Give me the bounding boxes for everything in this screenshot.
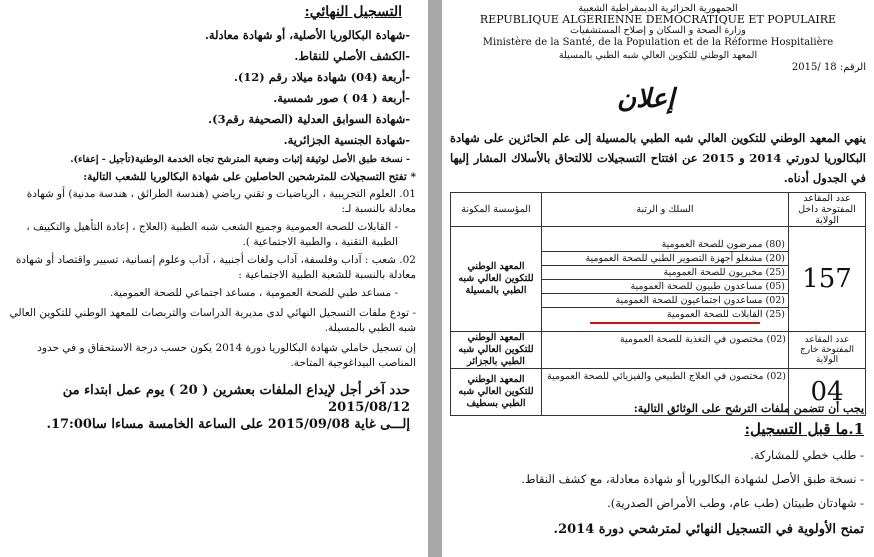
header-rank: السلك و الرتبة [542,193,789,227]
doc-nationality: -شهادة الجنسية الجزائرية. [283,133,410,147]
page-gutter [428,0,442,557]
institution-setif: المعهد الوطني للتكوين العالي شبه الطبي بسطيف [451,369,542,416]
branch-01-sub: - القابلات للصحة العمومية وجميع الشعب شبه الطبية (العلاج ، إعادة التأهيل والتكييف ، الطبية التقنية ، والطبية الاجتماعية ). [26,221,398,248]
open-line: * تفتح التسجيلات للمترشحين الحاصلين على شهادة البكالوريا للشعب التالية: [83,171,416,183]
table-header-row [451,193,866,227]
ranks-msila [542,227,789,332]
merit-paragraph: إن تسجيل حاملي شهادة البكالوريا دورة 2014 يكون حسب درجة الاستحقاق و في حدود المناصب البيداغوجية المتاحة. [37,342,416,369]
branch-02-sub: - مساعد طبي للصحة العمومية ، مساعد اجتماعي للصحة العمومية. [110,287,398,299]
deadline-line-2: إلـــى غاية 2015/09/08 على الساعة الخامسة مساءا سا17:00. [46,417,410,432]
header-institute-ar: المعهد الوطني للتكوين العالي شبه الطبي بالمسيلة [558,50,758,61]
final-docs-list [10,28,410,174]
seats-count-out: 04 [789,369,866,416]
red-underline-mark [590,322,760,324]
deadline [14,382,410,433]
positions-table [450,192,866,416]
doc-military-status: - نسخة طبق الأصل لوثيقة إثبات وضعية المترشح تجاه الخدمة الوطنية(تأجيل - إعفاء). [70,154,410,165]
header-ministry-ar: وزارة الصحة و السكان و إصلاح المستشفيات [570,25,746,36]
table-row [451,332,866,369]
header-republic-fr: REPUBLIQUE ALGERIENNE DEMOCRATIQUE ET POPULAIRE [479,13,837,26]
pre-registration-title: 1.ما قبل التسجيل: [744,420,864,438]
left-page [0,0,428,557]
branch-01: 01. العلوم التجريبية ، الرياضيات و تقني رياضي (هندسة الطرائق ، هندسة مدنية) أو شهادة معادلة بالنسبة لـ: [26,188,416,215]
header-republic-ar: الجمهورية الجزائرية الديمقراطية الشعبية [578,3,738,14]
deadline-line-1: حدد آخر أجل لإيداع الملفات بعشرين ( 20 ) يوم عمل ابتداء من 2015/08/12 [62,383,410,415]
rank-line: (25) القابلات للصحة العمومية [666,308,785,320]
rank-line: (80) ممرضون للصحة العمومية [542,238,788,252]
doc-bac: -شهادة البكالوريا الأصلية، أو شهادة معادلة. [204,28,410,42]
institution-algiers: المعهد الوطني للتكوين العالي شبه الطبي بالجزائر [451,332,542,369]
pre-item-request: - طلب خطي للمشاركة. [750,448,864,462]
rank-line: (05) مساعدون طبيون للصحة العمومية [542,280,788,294]
header-ministry-fr: Ministère de la Santé, de la Population et de la Réforme Hospitalière [482,37,834,48]
documents-title: يجب أن تتضمن ملفات الترشح على الوثائق التالية: [633,402,864,415]
pre-item-bac-copy: - نسخة طبق الأصل لشهادة البكالوريا أو شهادة معادلة، مع كشف النقاط. [521,472,864,486]
final-registration-title: التسجيل النهائي: [304,4,402,20]
header-institution: المؤسسة المكونة [451,193,542,227]
table-row [451,227,866,332]
rank-line: (20) مشغلو أجهزة التصوير الطبي للصحة العمومية [542,252,788,266]
announcement-title: إعلان [617,84,675,114]
branch-02: 02. شعب : آداب وفلسفة، آداب ولغات أجنبية ، آداب وعلوم إنسانية، تسيير واقتصاد أو شهادة معادلة بالنسبة للشعبة الطبية الاجتماعية : [15,254,416,281]
announcement-intro: ينهي المعهد الوطني للتكوين العالي شبه الطبي بالمسيلة إلى علم الحائزين على شهادة البكالوريا لدورتي 2014 و 2015 عن افتتاح التسجيلات للالتحاق بالأسلاك المشار إليها في الجدول أدناه. [450,131,867,185]
institution-msila: المعهد الوطني للتكوين العالي شبه الطبي بالمسيلة [451,227,542,332]
doc-birth-cert: -أربعة (04) شهادة ميلاد رقم (12). [233,70,410,84]
pre-item-medical: - شهادتان طبيتان (طب عام، وطب الأمراض الصدرية). [607,496,864,510]
doc-criminal-record: -شهادة السوابق العدلية (الصحيفة رقم3). [208,112,410,126]
rank-line: (02) مساعدون اجتماعيون للصحة العمومية [542,294,788,308]
doc-transcript: -الكشف الأصلي للنقاط. [294,49,410,63]
doc-photos: -أربعة ( 04 ) صور شمسية. [273,91,410,105]
reference-number: الرقم: 18 /2015 [791,62,866,73]
seats-count-msila: 157 [789,227,866,332]
left-body [6,170,416,371]
priority-note: تمنح الأولوية في التسجيل النهائي لمترشحي دورة 2014. [553,522,864,537]
rank-line: (25) مخبريون للصحة العمومية [542,266,788,280]
rank-setif: (02) مختصون في العلاج الطبيعي والفيزيائي للصحة العمومية [542,369,789,416]
header-seats-in: عدد المقاعد المفتوحة داخل الولاية [789,193,866,227]
header-seats-out: عدد المقاعد المفتوحة خارج الولاية [789,332,866,369]
deposit-paragraph: - تودع ملفات التسجيل النهائي لدى مديرية الدراسات والتربصات للمعهد الوطني للتكوين العالي شبه الطبي بالمسيلة. [9,307,416,334]
rank-algiers: (02) مختصون في التغذية للصحة العمومية [542,332,789,369]
right-page [442,0,874,557]
